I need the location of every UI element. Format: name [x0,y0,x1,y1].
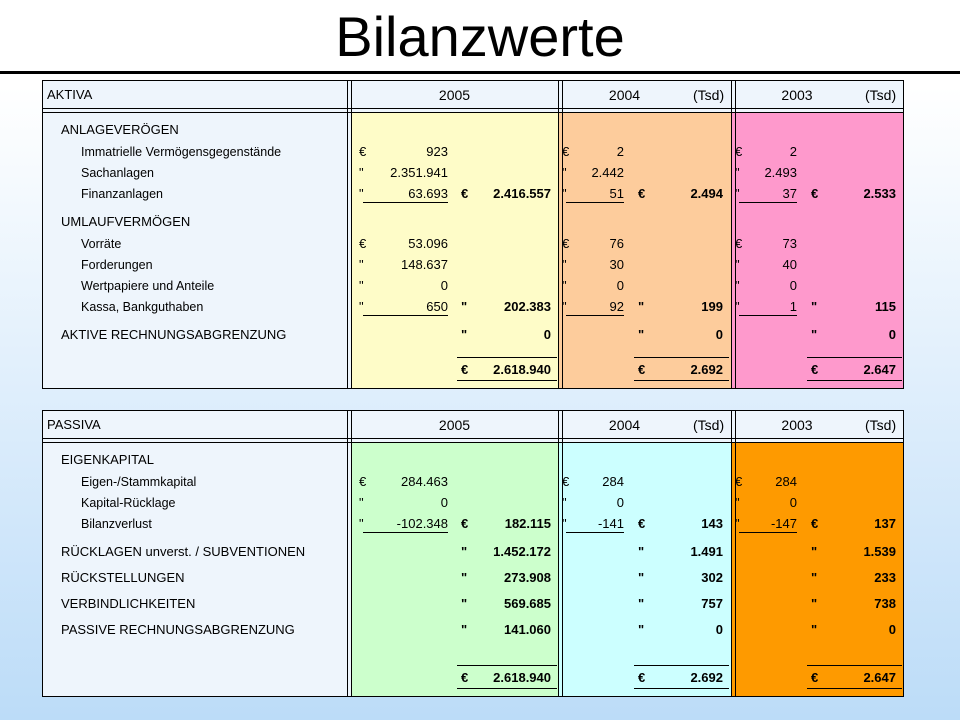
column-divider [351,81,352,388]
value-symbol: € [562,474,570,489]
subtotal-underline [739,315,797,316]
value-symbol: " [735,257,740,272]
value-symbol: " [562,278,567,293]
total-value: 2.647 [863,670,896,685]
value-cell: 37 [782,186,797,201]
subtotal-underline [363,202,448,203]
value-cell: 0 [789,495,797,510]
total-value: 0 [543,327,551,342]
subtotal-underline [566,315,624,316]
grand-total-rule [457,688,557,689]
value-symbol: € [359,474,367,489]
total-symbol: € [811,362,819,377]
grand-total-rule [634,665,729,666]
value-symbol: " [359,278,364,293]
column-divider [558,81,559,388]
value-cell: 2.351.941 [390,165,448,180]
total-value: 1.539 [863,544,896,559]
line-item-label: Vorräte [81,237,122,251]
total-value: 2.692 [690,362,723,377]
section-heading: EIGENKAPITAL [61,452,154,467]
value-cell: 1 [789,299,797,314]
total-symbol: " [811,544,818,559]
value-symbol: € [562,144,570,159]
grand-total-rule [634,357,729,358]
value-symbol: " [359,186,364,201]
total-symbol: € [461,670,469,685]
value-cell: 53.096 [408,236,448,251]
value-cell: 650 [426,299,448,314]
title-divider [0,71,960,74]
subtotal-underline [363,315,448,316]
total-symbol: " [638,596,645,611]
total-symbol: " [811,596,818,611]
total-symbol: " [461,544,468,559]
total-symbol: € [638,186,646,201]
grand-total-rule [807,688,902,689]
total-value: 0 [888,327,896,342]
value-symbol: " [359,495,364,510]
table-label: PASSIVA [47,417,101,432]
total-value: 757 [701,596,723,611]
value-cell: 2.493 [764,165,797,180]
total-value: 2.494 [690,186,723,201]
grand-total-rule [807,665,902,666]
subtotal-underline [363,532,448,533]
total-value: 569.685 [504,596,551,611]
total-value: 1.491 [690,544,723,559]
value-symbol: " [359,165,364,180]
value-symbol: € [735,236,743,251]
total-symbol: € [638,516,646,531]
total-value: 143 [701,516,723,531]
year-header: 2005 [438,417,471,433]
total-value: 2.647 [863,362,896,377]
value-symbol: " [359,516,364,531]
value-cell: 0 [440,495,448,510]
subtotal-underline [566,532,624,533]
summary-row-label: PASSIVE RECHNUNGSABGRENZUNG [61,622,295,637]
value-cell: 923 [426,144,448,159]
total-symbol: " [811,570,818,585]
value-cell: 284.463 [401,474,448,489]
total-value: 137 [874,516,896,531]
total-symbol: € [638,362,646,377]
column-divider [735,81,736,388]
value-symbol: " [359,299,364,314]
total-value: 738 [874,596,896,611]
column-divider [731,411,732,696]
total-value: 302 [701,570,723,585]
grand-total-rule [807,357,902,358]
column-divider [347,411,348,696]
value-cell: 2 [789,144,797,159]
value-cell: -147 [770,516,797,531]
total-value: 141.060 [504,622,551,637]
value-cell: 40 [782,257,797,272]
total-symbol: € [461,516,469,531]
line-item-label: Immatrielle Vermögensgegenstände [81,145,282,159]
year-header: 2004 [608,87,641,103]
total-value: 199 [701,299,723,314]
total-value: 2.618.940 [493,362,551,377]
value-cell: 148.637 [401,257,448,272]
section-heading: UMLAUFVERMÖGEN [61,214,191,229]
column-divider [351,411,352,696]
summary-row-label: AKTIVE RECHNUNGSABGRENZUNG [61,327,287,342]
value-cell: 76 [609,236,624,251]
table-label: AKTIVA [47,87,93,102]
total-symbol: " [461,327,468,342]
subtotal-underline [739,532,797,533]
value-symbol: " [735,165,740,180]
total-value: 1.452.172 [493,544,551,559]
value-symbol: " [562,495,567,510]
value-symbol: € [359,144,367,159]
grand-total-rule [457,380,557,381]
total-symbol: " [638,544,645,559]
value-cell: 0 [440,278,448,293]
column-divider [558,411,559,696]
total-symbol: " [461,622,468,637]
subtotal-underline [566,202,624,203]
passiva-table [42,410,904,697]
total-value: 233 [874,570,896,585]
value-symbol: " [562,186,567,201]
value-cell: 284 [602,474,624,489]
total-symbol: € [811,186,819,201]
value-symbol: " [562,257,567,272]
line-item-label: Wertpapiere und Anteile [81,279,215,293]
total-value: 2.692 [690,670,723,685]
total-value: 2.618.940 [493,670,551,685]
unit-label: (Tsd) [693,87,725,103]
value-symbol: " [562,165,567,180]
total-symbol: " [638,299,645,314]
total-symbol: " [461,570,468,585]
value-cell: -102.348 [396,516,448,531]
total-symbol: € [461,362,469,377]
total-value: 2.416.557 [493,186,551,201]
column-divider [731,81,732,388]
total-symbol: € [811,670,819,685]
value-cell: 0 [616,495,624,510]
column-divider [562,81,563,388]
year-header: 2004 [608,417,641,433]
value-symbol: " [562,516,567,531]
total-symbol: " [461,299,468,314]
total-value: 273.908 [504,570,551,585]
total-value: 182.115 [504,516,551,531]
total-symbol: € [638,670,646,685]
total-symbol: " [811,622,818,637]
grand-total-rule [634,688,729,689]
total-symbol: " [638,570,645,585]
total-value: 0 [715,327,723,342]
header-divider [43,108,903,109]
value-symbol: " [735,278,740,293]
line-item-label: Bilanzverlust [81,517,152,531]
value-cell: 63.693 [408,186,448,201]
value-cell: -141 [597,516,624,531]
value-symbol: " [735,186,740,201]
value-symbol: " [359,257,364,272]
value-cell: 2 [616,144,624,159]
value-symbol: € [359,236,367,251]
summary-row-label: RÜCKLAGEN unverst. / SUBVENTIONEN [61,544,306,559]
column-divider [562,411,563,696]
total-value: 2.533 [863,186,896,201]
value-cell: 51 [609,186,624,201]
column-divider [735,411,736,696]
grand-total-rule [457,357,557,358]
value-cell: 30 [609,257,624,272]
grand-total-rule [807,380,902,381]
total-symbol: " [638,327,645,342]
header-divider [43,442,903,443]
subtotal-underline [739,202,797,203]
line-item-label: Kapital-Rücklage [81,496,176,510]
header-divider [43,438,903,439]
total-symbol: € [811,516,819,531]
line-item-label: Eigen-/Stammkapital [81,475,197,489]
line-item-label: Finanzanlagen [81,187,164,201]
summary-row-label: RÜCKSTELLUNGEN [61,570,185,585]
line-item-label: Kassa, Bankguthaben [81,300,204,314]
grand-total-rule [457,665,557,666]
total-value: 115 [875,299,896,314]
value-symbol: € [735,144,743,159]
unit-label: (Tsd) [865,417,897,433]
year-header: 2003 [781,87,813,103]
value-symbol: " [562,299,567,314]
total-value: 0 [715,622,723,637]
total-value: 202.383 [504,299,551,314]
value-cell: 0 [789,278,797,293]
line-item-label: Forderungen [81,258,153,272]
value-symbol: " [735,495,740,510]
total-value: 0 [888,622,896,637]
column-divider [347,81,348,388]
value-cell: 2.442 [591,165,624,180]
value-cell: 0 [616,278,624,293]
aktiva-table [42,80,904,389]
value-symbol: " [735,516,740,531]
total-symbol: " [461,596,468,611]
value-cell: 284 [775,474,797,489]
total-symbol: € [461,186,469,201]
value-symbol: € [562,236,570,251]
summary-row-label: VERBINDLICHKEITEN [61,596,196,611]
line-item-label: Sachanlagen [81,166,154,180]
total-symbol: " [638,622,645,637]
value-symbol: " [735,299,740,314]
unit-label: (Tsd) [693,417,725,433]
value-symbol: € [735,474,743,489]
unit-label: (Tsd) [865,87,897,103]
page-title: Bilanzwerte [335,5,625,68]
header-divider [43,112,903,113]
value-cell: 73 [782,236,797,251]
year-header: 2005 [438,87,471,103]
grand-total-rule [634,380,729,381]
total-symbol: " [811,327,818,342]
section-heading: ANLAGEVERÖGEN [61,122,179,137]
year-header: 2003 [781,417,813,433]
total-symbol: " [811,299,818,314]
value-cell: 92 [609,299,624,314]
